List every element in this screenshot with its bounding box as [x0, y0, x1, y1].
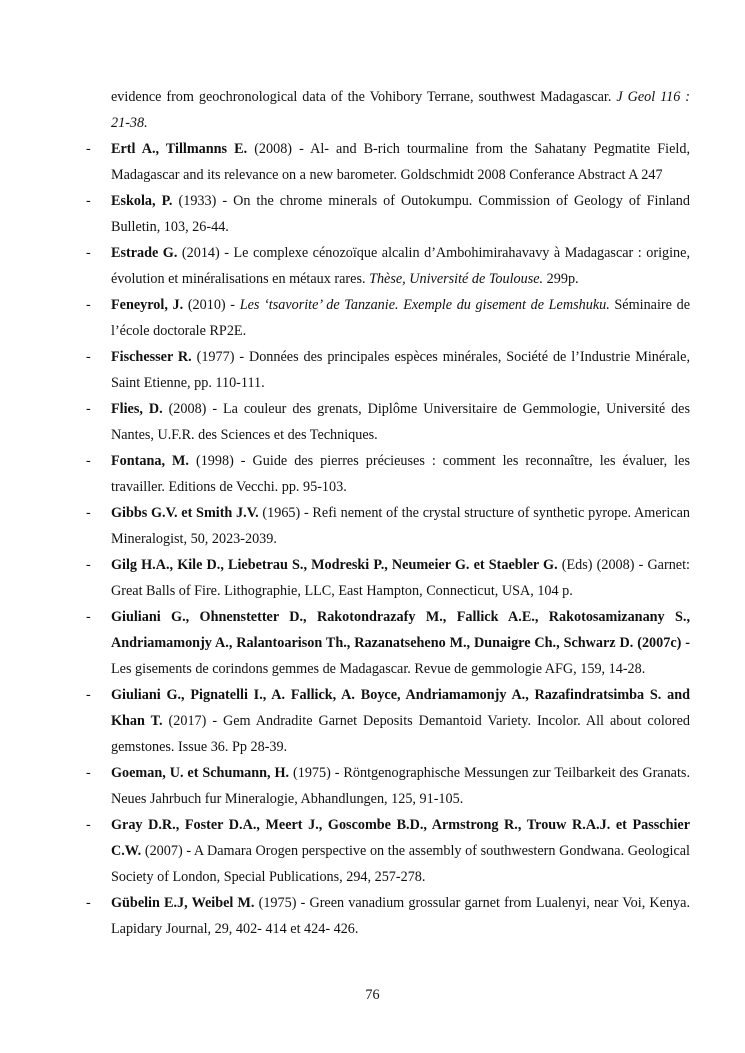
bullet-dash: -	[86, 401, 91, 417]
reference-details: (2008) - La couleur des grenats, Diplôme Universitaire de Gemmologie, Université des Nantes, U.F.R. des Sciences et des Techniques.	[111, 401, 690, 443]
continuation-text: evidence from geochronological data of the Vohibory Terrane, southwest Madagascar.	[111, 89, 617, 105]
bullet-dash: -	[86, 557, 91, 573]
reference-entry	[86, 240, 690, 292]
reference-details: (2008) - Al- and B-rich tourmaline from the Sahatany Pegmatite Field, Madagascar and its relevance on a new barometer. Goldschmidt 2008 Conferance Abstract A 247	[111, 141, 691, 183]
page-number: 76	[365, 987, 380, 1003]
reference-details: (1975) - Röntgenographische Messungen zur Teilbarkeit des Granats. Neues Jahrbuch fur Mineralogie, Abhandlungen, 125, 91-105.	[111, 765, 690, 807]
bullet-dash: -	[86, 505, 91, 521]
reference-entry	[86, 500, 690, 552]
reference-authors: Gilg H.A., Kile D., Liebetrau S., Modreski P., Neumeier G. et Staebler G.	[111, 557, 558, 573]
reference-authors: Gibbs G.V. et Smith J.V.	[111, 505, 259, 521]
reference-details: (1977) - Données des principales espèces minérales, Société de l’Industrie Minérale, Saint Etienne, pp. 110-111.	[111, 349, 690, 391]
reference-authors: Giuliani G., Ohnenstetter D., Rakotondrazafy M., Fallick A.E., Rakotosamizanany S., Andriamamonjy A., Ralantoarison Th., Razanatseheno M., Dunaigre Ch., Schwarz D. (2007c) -	[111, 609, 690, 651]
reference-details: (2007) - A Damara Orogen perspective on the assembly of southwestern Gondwana. Geological Society of London, Special Publications, 294, 257-278.	[111, 843, 690, 885]
reference-details: (1975) - Green vanadium grossular garnet from Lualenyi, near Voi, Kenya. Lapidary Journal, 29, 402- 414 et 424- 426.	[111, 895, 690, 937]
reference-authors: Flies, D.	[111, 401, 163, 417]
reference-authors: Giuliani G., Pignatelli I., A. Fallick, A. Boyce, Andriamamonjy A., Razafindratsimba S. and Khan T.	[111, 687, 690, 729]
bullet-dash: -	[86, 453, 91, 469]
reference-authors: Goeman, U. et Schumann, H.	[111, 765, 290, 781]
reference-entry	[86, 682, 690, 760]
reference-details: Les gisements de corindons gemmes de Madagascar. Revue de gemmologie AFG, 159, 14-28.	[111, 661, 646, 677]
reference-list	[86, 84, 690, 942]
reference-entry	[86, 136, 690, 188]
reference-entry	[86, 760, 690, 812]
reference-authors: Fontana, M.	[111, 453, 189, 469]
continuation-journal: J Geol 116 : 21-38.	[111, 89, 691, 131]
bullet-dash: -	[86, 817, 91, 833]
reference-authors: Gübelin E.J, Weibel M.	[111, 895, 255, 911]
reference-italic: Thèse, Université de Toulouse.	[369, 271, 544, 287]
reference-authors: Fischesser R.	[111, 349, 192, 365]
bullet-dash: -	[86, 895, 91, 911]
reference-details: (2017) - Gem Andradite Garnet Deposits Demantoid Variety. Incolor. All about colored gemstones. Issue 36. Pp 28-39.	[111, 713, 690, 755]
bullet-dash: -	[86, 349, 91, 365]
bullet-dash: -	[86, 609, 91, 625]
reference-authors: Estrade G.	[111, 245, 178, 261]
reference-authors: Gray D.R., Foster D.A., Meert J., Goscombe B.D., Armstrong R., Trouw R.A.J. et Passchier C.W.	[111, 817, 690, 859]
bullet-dash: -	[86, 245, 91, 261]
reference-entry	[86, 188, 690, 240]
bullet-dash: -	[86, 765, 91, 781]
reference-details: (1965) - Refi nement of the crystal structure of synthetic pyrope. American Mineralogist, 50, 2023-2039.	[111, 505, 690, 547]
reference-entry	[86, 604, 690, 682]
reference-entry	[86, 890, 690, 942]
reference-authors: Eskola, P.	[111, 193, 173, 209]
bullet-dash: -	[86, 141, 91, 157]
reference-details: (Eds) (2008) - Garnet: Great Balls of Fire. Lithographie, LLC, East Hampton, Connecticut, USA, 104 p.	[111, 557, 690, 599]
reference-authors: Ertl A., Tillmanns E.	[111, 141, 248, 157]
reference-details: (2014) - Le complexe cénozoïque alcalin d’Ambohimirahavavy à Madagascar : origine, évolution et minéralisations en métaux rares.	[111, 245, 690, 287]
bullet-dash: -	[86, 687, 91, 703]
reference-entry	[86, 292, 690, 344]
bullet-dash: -	[86, 297, 91, 313]
reference-details: (1933) - On the chrome minerals of Outokumpu. Commission of Geology of Finland Bulletin, 103, 26-44.	[111, 193, 690, 235]
reference-authors: Feneyrol, J.	[111, 297, 184, 313]
reference-entry	[86, 344, 690, 396]
reference-entry	[86, 448, 690, 500]
reference-italic: Les ‘tsavorite’ de Tanzanie. Exemple du gisement de Lemshuku.	[239, 297, 610, 313]
bullet-dash: -	[86, 193, 91, 209]
reference-entry	[86, 552, 690, 604]
reference-after: Séminaire de l’école doctorale RP2E.	[111, 297, 690, 339]
reference-entry	[86, 812, 690, 890]
reference-details: (1998) - Guide des pierres précieuses : comment les reconnaître, les évaluer, les travailler. Editions de Vecchi. pp. 95-103.	[111, 453, 691, 495]
reference-entry	[86, 396, 690, 448]
reference-continuation	[111, 84, 690, 136]
reference-details: (2010) -	[183, 297, 240, 313]
reference-after: 299p.	[543, 271, 579, 287]
